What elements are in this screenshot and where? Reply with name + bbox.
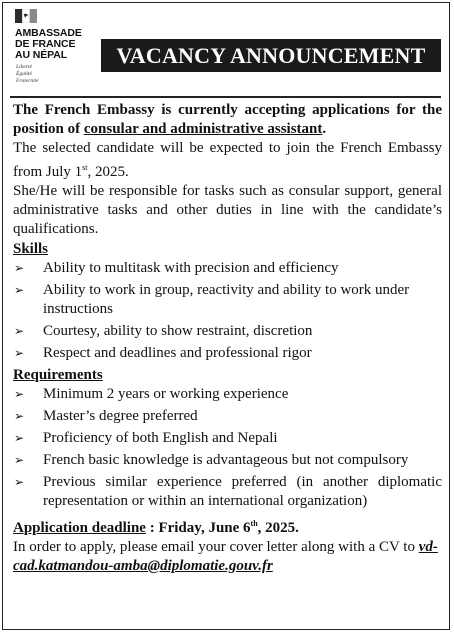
bullet-arrow-icon: ➢ — [14, 324, 25, 338]
skill-text: Courtesy, ability to show restraint, discretion — [43, 323, 313, 339]
skills-heading: Skills — [13, 241, 49, 257]
header — [10, 6, 442, 98]
skill-text: Respect and deadlines and professional rigor — [43, 345, 312, 361]
application-deadline — [13, 514, 442, 538]
list-item — [13, 259, 442, 278]
skill-text: Ability to work in group, reactivity and ability to work under instructions — [43, 282, 410, 317]
bullet-arrow-icon: ➢ — [14, 283, 25, 297]
requirements-list — [13, 385, 442, 511]
bullet-arrow-icon: ➢ — [14, 431, 25, 445]
list-item — [13, 429, 442, 448]
bullet-arrow-icon: ➢ — [14, 261, 25, 275]
list-item — [13, 281, 442, 319]
bullet-arrow-icon: ➢ — [14, 453, 25, 467]
motto-line: Fraternité — [16, 78, 39, 84]
republic-motto — [16, 64, 76, 85]
bullet-arrow-icon: ➢ — [14, 387, 25, 401]
requirement-text: Master’s degree preferred — [43, 408, 198, 424]
email-link[interactable]: vd-cad.katmandou-amba@diplomatie.gouv.fr — [13, 539, 438, 574]
skill-text: Ability to multitask with precision and efficiency — [43, 260, 339, 276]
list-item — [13, 473, 442, 511]
list-item — [13, 322, 442, 341]
requirements-heading: Requirements — [13, 367, 103, 383]
intro-lead — [13, 101, 442, 139]
motto-line: Liberté — [16, 64, 32, 70]
list-item — [13, 451, 442, 470]
bullet-arrow-icon: ➢ — [14, 346, 25, 360]
announcement-body — [13, 101, 442, 576]
deadline-sup: th — [250, 519, 258, 528]
start-before: The selected candidate will be expected to join the French Embassy from July 1 — [13, 140, 442, 180]
list-item — [13, 344, 442, 363]
motto-line: Égalité — [16, 71, 32, 77]
position-title: consular and administrative assistant — [83, 121, 323, 137]
vacancy-banner: VACANCY ANNOUNCEMENT — [101, 39, 441, 72]
bullet-arrow-icon: ➢ — [14, 475, 25, 489]
embassy-line: AMBASSADE — [15, 27, 82, 39]
bullet-arrow-icon: ➢ — [14, 409, 25, 423]
requirement-text: French basic knowledge is advantageous but not compulsory — [43, 452, 409, 468]
start-sup: st — [82, 163, 88, 172]
deadline-value-end: , 2025. — [257, 520, 299, 536]
requirement-text: Previous similar experience preferred (in another diplomatic representation or within an international organization) — [43, 474, 442, 509]
header-divider — [10, 96, 441, 98]
deadline-value: : Friday, June 6 — [145, 520, 251, 536]
start-after: , 2025. — [87, 164, 129, 180]
french-flag-icon — [15, 9, 37, 23]
deadline-label: Application deadline — [13, 520, 146, 536]
apply-instructions — [13, 538, 442, 576]
list-item — [13, 385, 442, 404]
intro-lead-end: . — [322, 121, 327, 137]
start-date-text — [13, 139, 442, 182]
skills-list — [13, 259, 442, 363]
apply-text: In order to apply, please email your cover letter along with a CV to — [13, 539, 419, 555]
list-item — [13, 407, 442, 426]
responsibilities-text: She/He will be responsible for tasks such as consular support, general administrative tasks and other duties in line with the candidate’s qualifications. — [13, 183, 442, 237]
embassy-line: DE FRANCE — [15, 38, 76, 50]
requirement-text: Minimum 2 years or working experience — [43, 386, 289, 402]
intro-lead-text: The French Embassy is currently accepting applications for the position of — [13, 102, 442, 137]
embassy-name — [15, 28, 105, 61]
embassy-line: AU NÉPAL — [15, 49, 68, 61]
requirement-text: Proficiency of both English and Nepali — [43, 430, 278, 446]
